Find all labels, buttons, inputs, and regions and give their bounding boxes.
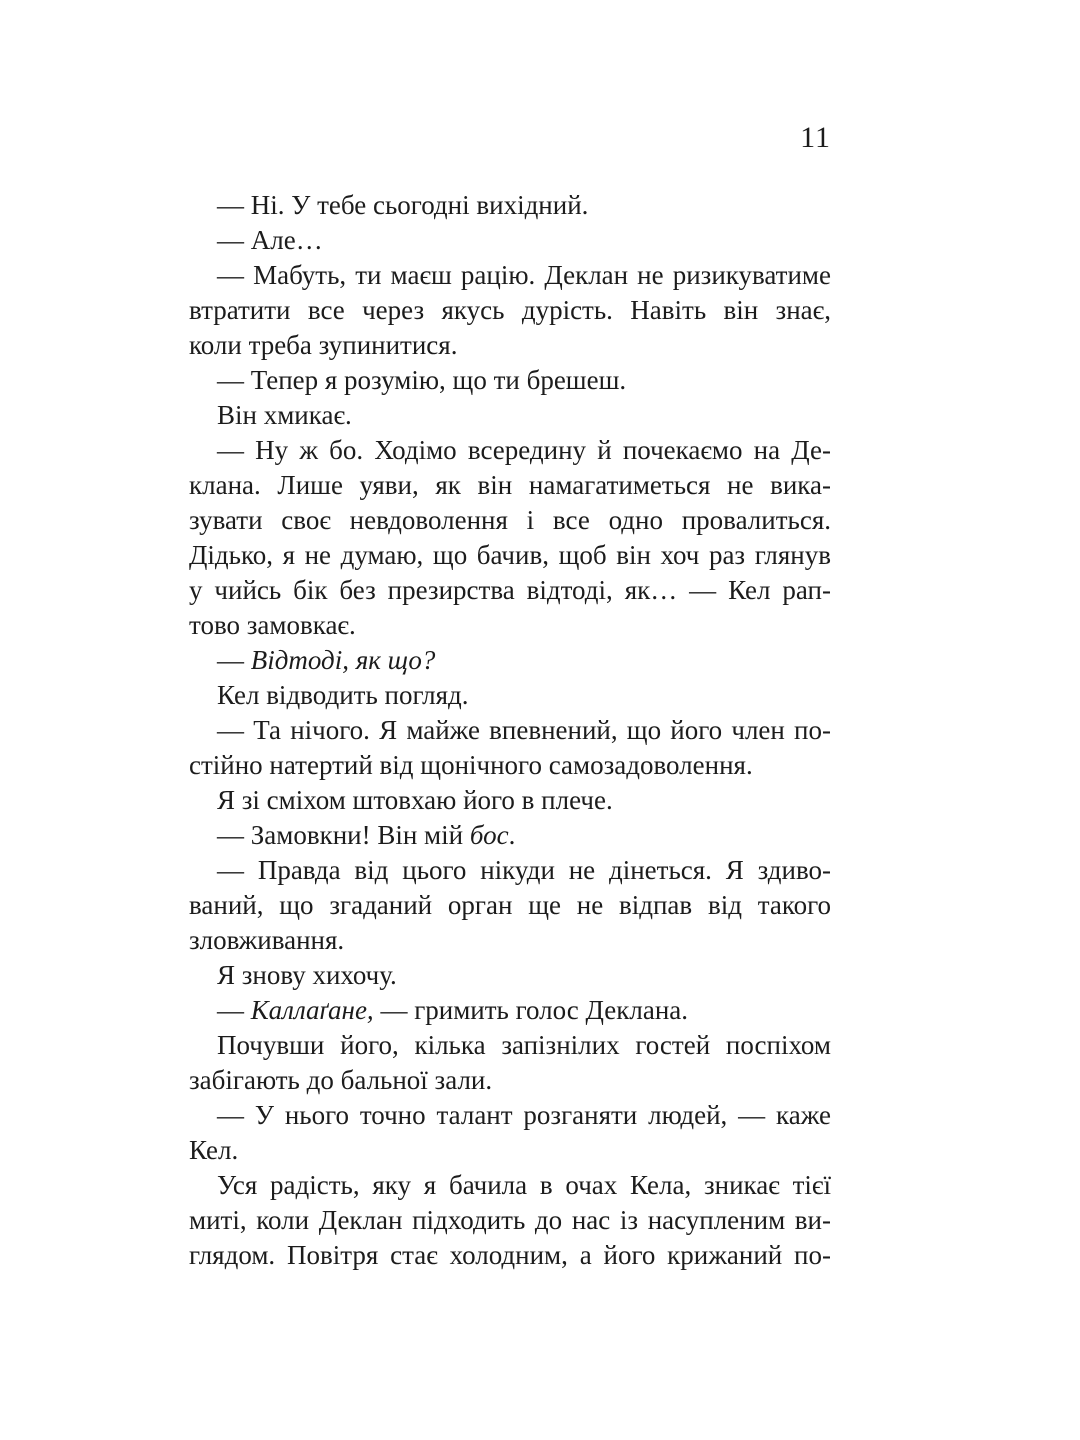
text-segment: стійно натертий від щонічного самозадоволення. <box>189 750 753 780</box>
text-line <box>189 888 831 923</box>
text-line <box>189 223 831 258</box>
italic-text-segment: Каллаґане, <box>250 995 374 1025</box>
text-block <box>189 188 831 1273</box>
text-line <box>189 468 831 503</box>
text-line <box>189 1028 831 1063</box>
text-segment: Дідько, я не думаю, що бачив, щоб він хоч раз глянув <box>189 540 831 570</box>
text-line <box>189 923 831 958</box>
text-line <box>189 713 831 748</box>
text-segment: . <box>508 820 516 850</box>
page-number: 11 <box>800 121 831 154</box>
text-line <box>189 1133 831 1168</box>
text-segment: — <box>217 995 251 1025</box>
text-line <box>189 573 831 608</box>
text-segment: забігають до бальної зали. <box>189 1065 493 1095</box>
text-line <box>189 748 831 783</box>
text-segment: — Ні. У тебе сьогодні вихідний. <box>217 190 589 220</box>
text-segment: Кел. <box>189 1135 239 1165</box>
text-line <box>189 678 831 713</box>
text-line <box>189 1098 831 1133</box>
text-segment: Я зі сміхом штовхаю його в плече. <box>217 785 613 815</box>
text-line <box>189 853 831 888</box>
text-segment: зувати своє невдоволення і все одно провалиться. <box>189 505 831 535</box>
text-line <box>189 1063 831 1098</box>
text-line <box>189 328 831 363</box>
text-segment: ваний, що згаданий орган ще не відпав від такого <box>189 890 831 920</box>
text-segment: миті, коли Деклан підходить до нас із насупленим ви- <box>189 1205 831 1235</box>
text-segment: зловживання. <box>189 925 345 955</box>
italic-text-segment: бос <box>469 820 509 850</box>
text-segment: Він хмикає. <box>217 400 352 430</box>
text-line <box>189 398 831 433</box>
text-line <box>189 643 831 678</box>
text-line <box>189 783 831 818</box>
text-segment: — Мабуть, ти маєш рацію. Деклан не ризикуватиме <box>217 260 831 290</box>
text-segment: — <box>217 645 251 675</box>
text-line <box>189 818 831 853</box>
text-segment: тово замовкає. <box>189 610 356 640</box>
text-segment: — Ну ж бо. Ходімо всередину й почекаємо на Де- <box>217 435 831 465</box>
text-segment: — У нього точно талант розганяти людей, — каже <box>217 1100 831 1130</box>
text-line <box>189 363 831 398</box>
text-segment: Кел відводить погляд. <box>217 680 469 710</box>
text-line <box>189 1238 831 1273</box>
text-segment: Почувши його, кілька запізнілих гостей поспіхом <box>217 1030 831 1060</box>
italic-text-segment: Відтоді, як що? <box>250 645 436 675</box>
text-segment: втратити все через якусь дурість. Навіть він знає, <box>189 295 831 325</box>
text-line <box>189 958 831 993</box>
text-line <box>189 503 831 538</box>
text-segment: — Тепер я розумію, що ти брешеш. <box>217 365 627 395</box>
text-segment: Уся радість, яку я бачила в очах Кела, зникає тієї <box>217 1170 831 1200</box>
text-line <box>189 433 831 468</box>
text-line <box>189 258 831 293</box>
text-segment: — гримить голос Деклана. <box>373 995 689 1025</box>
text-segment: Я знову хихочу. <box>217 960 397 990</box>
text-line <box>189 293 831 328</box>
text-line <box>189 188 831 223</box>
text-segment: — Але… <box>217 225 323 255</box>
text-segment: — Та нічого. Я майже впевнений, що його член по- <box>217 715 831 745</box>
text-segment: коли треба зупинитися. <box>189 330 458 360</box>
text-segment: — Замовкни! Він мій <box>217 820 470 850</box>
text-line <box>189 608 831 643</box>
text-line <box>189 1203 831 1238</box>
text-segment: у чийсь бік без презирства відтоді, як… — Кел рап- <box>189 575 831 605</box>
text-segment: клана. Лише уяви, як він намагатиметься не вика- <box>189 470 831 500</box>
text-line <box>189 993 831 1028</box>
text-line <box>189 538 831 573</box>
text-segment: — Правда від цього нікуди не дінеться. Я здиво- <box>217 855 831 885</box>
text-line <box>189 1168 831 1203</box>
text-segment: глядом. Повітря стає холодним, а його крижаний по- <box>189 1240 831 1270</box>
